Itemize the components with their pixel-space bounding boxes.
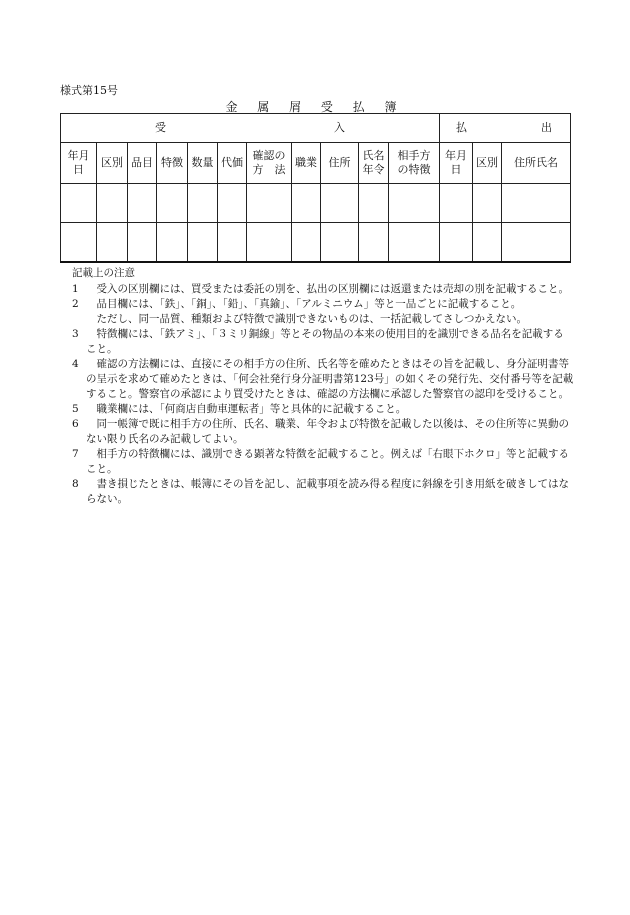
note-item [72,312,574,327]
note-item [72,477,574,507]
note-text: 同一帳簿で既に相手方の住所、氏名、職業、年令および特徴を記載した以後は、その住所等に異動のない限り氏名のみ記載してよい。 [86,418,569,445]
receive-label-2: 入 [334,121,346,134]
note-number: 1 [72,283,79,295]
note-text: 確認の方法欄には、直接にその相手方の住所、氏名等を確めたときはその旨を記載し、身分証明書等の呈示を求めて確めたときは、「何会社発行身分証明書第123号」の如くその発行先、交付番号等を記載すること。警察官の承認により買受けたときは、確認の方法欄に承認した警察官の認印を受けること。 [86,358,574,400]
note-number: 5 [72,403,79,415]
ledger-table [60,113,571,263]
note-item [72,297,574,312]
table-cell[interactable] [128,223,157,263]
receive-group-header [61,114,440,143]
table-cell[interactable] [473,223,502,263]
table-row [61,184,571,223]
note-number: 3 [72,328,79,340]
table-cell[interactable] [321,184,359,223]
note-item [72,282,574,297]
table-cell[interactable] [157,184,188,223]
column-header: 住所 [321,143,359,184]
receive-label-1: 受 [155,121,166,134]
table-cell[interactable] [128,184,157,223]
ledger-title: 金 属 屑 受 払 簿 [225,100,405,114]
note-text: 書き損じたときは、帳簿にその旨を記し、記載事項を読み得る程度に斜線を引き用紙を破きしてはならない。 [86,478,569,505]
note-number: 2 [72,298,79,310]
column-header: 氏名 年令 [359,143,389,184]
form-number: 様式第15号 [60,84,118,97]
column-header: 数量 [188,143,218,184]
table-cell[interactable] [292,184,321,223]
table-cell[interactable] [247,184,292,223]
note-number: 8 [72,478,79,490]
table-cell[interactable] [61,223,97,263]
column-header: 職業 [292,143,321,184]
column-header: 代価 [218,143,247,184]
table-cell[interactable] [359,223,389,263]
table-cell[interactable] [389,223,440,263]
note-item [72,417,574,447]
table-cell[interactable] [292,223,321,263]
column-header: 区別 [473,143,502,184]
pay-group-header [440,114,571,143]
note-text: 品目欄には、「鉄」、「銅」、「鉛」、「真鍮」、「アルミニウム」等と一品ごとに記載すること。 [96,298,522,310]
notes-section [72,266,574,507]
note-item [72,357,574,402]
note-text: 特徴欄には、「鉄アミ」、「３ミリ銅線」等とその物品の本来の使用目的を識別できる品名を記載すること。 [86,328,564,355]
note-text: 受入の区別欄には、買受または委託の別を、払出の区別欄には返還または売却の別を記載すること。 [96,283,569,295]
column-header: 年月 日 [440,143,473,184]
table-cell[interactable] [218,184,247,223]
note-text: ただし、同一品質、種類および特徴で識別できないものは、一括記載してさしつかえない。 [96,313,527,325]
table-cell[interactable] [97,184,128,223]
notes-heading: 記載上の注意 [72,267,135,279]
table-row [61,223,571,263]
table-cell[interactable] [502,184,571,223]
column-header: 年月 日 [61,143,97,184]
table-cell[interactable] [502,223,571,263]
note-text: 相手方の特徴欄には、識別できる顕著な特徴を記載すること。例えば「右眼下ホクロ」等と記載すること。 [86,448,569,475]
column-header: 品目 [128,143,157,184]
table-cell[interactable] [247,223,292,263]
table-cell[interactable] [61,184,97,223]
table-cell[interactable] [188,223,218,263]
note-text: 職業欄には、「何商店自動車運転者」等と具体的に記載すること。 [96,403,407,415]
table-cell[interactable] [321,223,359,263]
column-header: 確認の 方 法 [247,143,292,184]
table-cell[interactable] [157,223,188,263]
note-item [72,402,574,417]
table-cell[interactable] [389,184,440,223]
pay-label-1: 払 [456,121,468,134]
table-cell[interactable] [188,184,218,223]
note-item [72,447,574,477]
column-header: 特徴 [157,143,188,184]
column-header: 区別 [97,143,128,184]
table-cell[interactable] [473,184,502,223]
column-header: 住所氏名 [502,143,571,184]
table-cell[interactable] [440,223,473,263]
note-number: 7 [72,448,79,460]
table-cell[interactable] [440,184,473,223]
table-cell[interactable] [97,223,128,263]
table-cell[interactable] [218,223,247,263]
column-header: 相手方 の特徴 [389,143,440,184]
pay-label-2: 出 [541,121,553,134]
note-number: 6 [72,418,79,430]
table-cell[interactable] [359,184,389,223]
note-number: 4 [72,358,79,370]
note-item [72,327,574,357]
